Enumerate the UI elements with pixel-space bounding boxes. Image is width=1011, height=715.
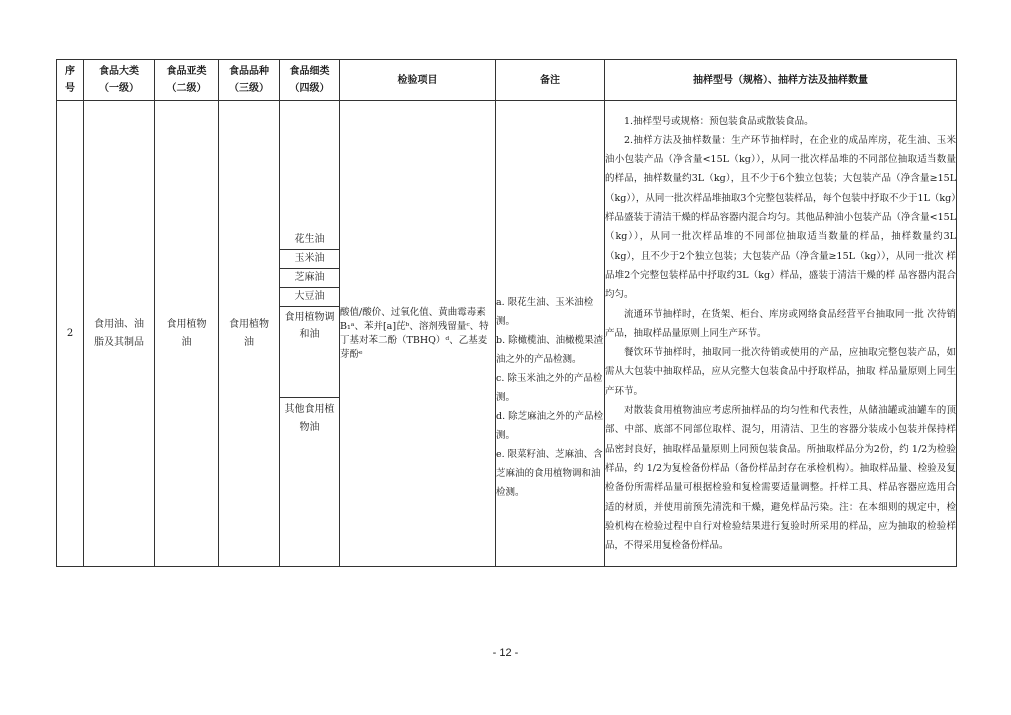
header-seq-line2: 号 bbox=[65, 83, 75, 94]
header-cat3-line2: （三级） bbox=[229, 83, 269, 94]
subcategory-blended-oil: 食用植物调和油 bbox=[280, 307, 339, 398]
header-method: 抽样型号（规格）、抽样方法及抽样数量 bbox=[605, 60, 957, 101]
row-cat1: 食用油、油脂及其制品 bbox=[84, 101, 155, 567]
method-para-1: 1.抽样型号或规格：预包装食品或散装食品。 bbox=[624, 115, 814, 127]
header-seq bbox=[57, 60, 84, 101]
header-cat4-line2: （四级） bbox=[289, 83, 330, 94]
header-cat1-line2: （一级） bbox=[99, 83, 139, 94]
method-para-2: 2.抽样方法及抽样数量：生产环节抽样时，在企业的成品库房，花生油、玉米油小包装产品（净含量<15L（kg）），从同一批次样品堆的不同部位抽取适当数量的样品，抽样数量约3L（kg），且不少于6个独立包装；大包装产品（净含量≥15L（kg）），从同一批次样品堆抽取3个完整包装样品，每个包装中抒取不少于1L（kg）样品盛装于清洁干燥的样品容器内混合均匀。其他品种油小包装产品（净含量<15L（kg）），从同一批次样品堆的不同部位抽取适当数量的样品，抽样数量约3L（kg），且不少于2个独立包装；大包装产品（净含量≥15L（kg）），从同一批次 样品堆2个完整包装样品中抒取约3L（kg）样品，盛装于清洁干燥的样 品容器内混合均匀。 bbox=[605, 134, 956, 301]
header-cat1 bbox=[84, 60, 155, 101]
subcategory-other-oil: 其他食用植物油 bbox=[284, 403, 335, 433]
header-row bbox=[57, 60, 957, 101]
header-items: 检验项目 bbox=[340, 60, 496, 101]
table-row bbox=[57, 101, 957, 567]
row-subcategories bbox=[280, 101, 340, 567]
subcategory-list bbox=[280, 231, 339, 437]
subcategory-soybean-oil: 大豆油 bbox=[280, 288, 339, 307]
header-cat3-line1: 食品品种 bbox=[229, 66, 269, 77]
header-cat2-line1: 食品亚类 bbox=[166, 66, 207, 77]
note-b: b. 除橄榄油、油橄榄果渣油之外的产品检测。 bbox=[496, 335, 604, 365]
subcategory-sesame-oil: 芝麻油 bbox=[280, 269, 339, 288]
row-cat3: 食用植物油 bbox=[219, 101, 280, 567]
header-cat4-line1: 食品细类 bbox=[289, 66, 330, 77]
note-e: e. 限菜籽油、芝麻油、含芝麻油的食用植物调和油检测。 bbox=[496, 449, 603, 498]
header-cat2 bbox=[155, 60, 219, 101]
header-cat3 bbox=[219, 60, 280, 101]
row-cat2: 食用植物油 bbox=[155, 101, 219, 567]
method-para-5: 对散装食用植物油应考虑所抽样品的均匀性和代表性，从储油罐或油罐车的顶部、中部、底部不同部位取样、混匀，用清洁、卫生的容器分装成小包装并保持样品密封良好，抽取样品量原则上同预包装食品。所抽取样品分为2份，约 1/2为检验样品，约 1/2为复检备份样品（备份样品封存在承检机构）。抽取样品量、检验及复检备份所需样品量可根据检验和复检需要适量调整。扦样工具、样品容器应选用合适的材质，并使用前预先清洗和干燥，避免样品污染。注：在本细则的规定中，检验机构在检验过程中自行对检验结果进行复验时所采用的样品，应为抽取的检验样品，不得采用复检备份样品。 bbox=[605, 405, 956, 552]
method-para-4: 餐饮环节抽样时，抽取同一批次待销或使用的产品，应抽取完整包装产品，如需从大包装中抽取样品，应从完整大包装食品中抒取样品，抽取 样品量原则上同生产环节。 bbox=[605, 347, 956, 397]
note-c: c. 除玉米油之外的产品检测。 bbox=[496, 373, 603, 403]
notes-list bbox=[496, 165, 604, 502]
header-seq-line1: 序 bbox=[65, 66, 75, 77]
sampling-table bbox=[56, 59, 957, 567]
header-cat1-line1: 食品大类 bbox=[99, 66, 139, 77]
note-d: d. 除芝麻油之外的产品检测。 bbox=[496, 411, 604, 441]
method-para-3: 流通环节抽样时，在货架、柜台、库房或网络食品经营平台抽取同一批 次待销产品，抽取样品量原则上同生产环节。 bbox=[605, 308, 956, 339]
row-notes bbox=[496, 101, 605, 567]
page-number: - 12 - bbox=[492, 647, 519, 659]
subcategory-corn-oil: 玉米油 bbox=[280, 250, 339, 269]
header-cat4 bbox=[280, 60, 340, 101]
row-sampling-method bbox=[605, 101, 957, 567]
header-cat2-line2: （二级） bbox=[166, 83, 207, 94]
row-test-items: 酸值/酸价、过氧化值、黄曲霉毒素B₁ᵃ、苯并[a]芘ᵇ、溶剂残留量ᶜ、特丁基对苯二酚（TBHQ）ᵈ、乙基麦芽酚ᵉ bbox=[340, 101, 496, 567]
subcategory-peanut-oil: 花生油 bbox=[280, 231, 339, 250]
row-seq: 2 bbox=[57, 101, 84, 567]
header-notes: 备注 bbox=[496, 60, 605, 101]
note-a: a. 限花生油、玉米油检测。 bbox=[496, 297, 594, 327]
